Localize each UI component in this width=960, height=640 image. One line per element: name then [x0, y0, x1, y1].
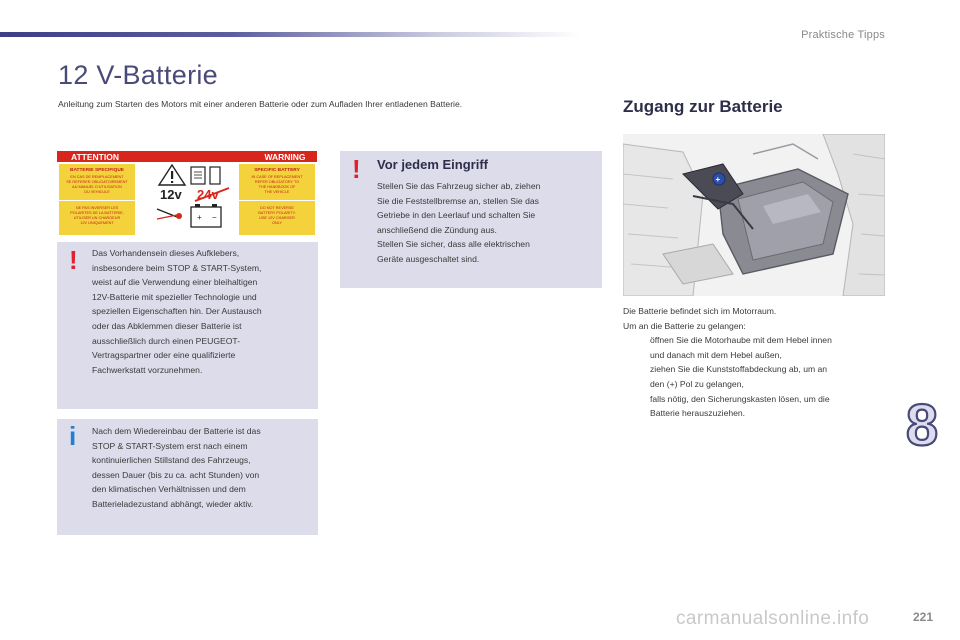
sticker-left-title: BATTERIE SPECIFIQUE: [69, 168, 125, 173]
text-line: ausschließlich durch einen PEUGEOT-: [92, 335, 241, 346]
engine-bay-image: [623, 134, 885, 296]
chapter-number: [898, 393, 946, 455]
text-line: Vertragspartner oder eine qualifizierte: [92, 350, 236, 361]
sticker-text: DU VEHICULE: [84, 190, 110, 194]
text-line: insbesondere beim STOP & START-System,: [92, 262, 262, 273]
header-bar: [0, 32, 580, 37]
battery-icon: [191, 204, 221, 227]
text-line: und danach mit dem Hebel außen,: [650, 349, 782, 360]
engine-bay-photo: [623, 134, 885, 296]
page-number: 221: [913, 610, 934, 624]
watermark: carmanualsonline.info: [676, 608, 870, 629]
sticker-text: AU MANUEL D'UTILISATION: [72, 185, 122, 189]
text-line: STOP & START-System erst nach einem: [92, 440, 248, 451]
list-item: [623, 392, 885, 421]
text-line: falls nötig, den Sicherungskasten lösen, um die: [650, 393, 830, 404]
text-line: Stellen Sie das Fahrzeug sicher ab, ziehen: [377, 181, 541, 191]
text-line: Das Vorhandensein dieses Aufklebers,: [92, 248, 240, 258]
text-line: Nach dem Wiedereinbau der Batterie ist das: [92, 426, 261, 436]
warning-text: [92, 246, 314, 377]
sticker-24v: 24v: [197, 187, 219, 202]
precaution-text: [377, 179, 597, 267]
text-line: Getriebe in den Leerlauf und schalten Sie: [377, 210, 536, 221]
text-line: Fachwerkstatt vorzunehmen.: [92, 364, 203, 375]
list-item: [623, 362, 885, 391]
battery-label-panel: [57, 151, 317, 237]
sticker-text: NE PAS INVERSER LES: [75, 206, 119, 210]
sticker-right-title: SPECIFIC BATTERY: [254, 168, 300, 173]
chapter-digit: 8: [905, 393, 939, 455]
text-line: den (+) Pol zu gelangen,: [650, 378, 744, 389]
text-line: oder das Abklemmen dieser Batterie ist: [92, 320, 242, 331]
battery-sticker-image: [57, 151, 317, 237]
exclamation-icon: !: [69, 245, 78, 275]
sticker-12v: 12v: [160, 187, 182, 202]
sticker-text: USE 12V CHARGER: [259, 216, 295, 220]
svg-text:+: +: [197, 213, 202, 222]
section-title: Praktische Tipps: [801, 29, 885, 41]
sticker-text: SE REFERER OBLIGATOIREMENT: [66, 180, 128, 184]
text-line: Batterieladezustand abhängt, wieder aktiv.: [92, 498, 254, 509]
sticker-text: EN CAS DE REMPLACEMENT: [70, 175, 124, 179]
access-intro: Um an die Batterie zu gelangen:: [623, 320, 746, 331]
svg-text:+: +: [715, 175, 721, 184]
precaution-note: [340, 151, 602, 288]
precaution-title: Vor jedem Eingriff: [377, 157, 488, 172]
sticker-text: BATTERY POLARITY.: [258, 211, 296, 215]
text-line: kontinuierlichen Stillstand des Fahrzeugs,: [92, 455, 251, 466]
sticker-text: UTILISER UN CHARGEUR: [73, 216, 121, 220]
sticker-text: POLARITES DE LA BATTERIE,: [70, 211, 124, 215]
access-intro: Die Batterie befindet sich im Motorraum.: [623, 306, 777, 316]
text-line: 12V-Batterie mit spezieller Technologie und: [92, 291, 257, 302]
sticker-left-header: ATTENTION: [70, 152, 120, 162]
sticker-text: THE VEHICLE: [264, 190, 290, 194]
text-line: Sie die Feststellbremse an, stellen Sie das: [377, 195, 539, 206]
svg-text:−: −: [212, 213, 217, 222]
warning-note: [57, 242, 318, 409]
sticker-right-header: WARNING: [264, 152, 306, 162]
page-subtitle: Anleitung zum Starten des Motors mit einer anderen Batterie oder zum Aufladen Ihrer entladenen Batterie.: [58, 99, 463, 109]
text-line: Geräte ausgeschaltet sind.: [377, 253, 480, 264]
list-item: [623, 333, 885, 362]
text-line: öffnen Sie die Motorhaube mit dem Hebel innen: [650, 335, 832, 346]
access-instructions: [623, 304, 885, 421]
exclamation-icon: !: [352, 154, 361, 184]
text-line: den klimatischen Verhältnissen und dem: [92, 484, 246, 495]
text-line: speziellen Eigenschaften hin. Der Austausch: [92, 306, 262, 317]
sticker-text: 12V UNIQUEMENT: [80, 221, 114, 225]
text-line: anschließend die Zündung aus.: [377, 224, 497, 235]
manual-icon: [191, 167, 205, 184]
info-text: [92, 424, 314, 512]
sticker-text: IN CASE OF REPLACEMENT: [251, 175, 303, 179]
no-glass-icon: [210, 167, 220, 184]
info-note: [57, 419, 318, 535]
text-line: weist auf die Verwendung einer bleihaltigen: [92, 277, 258, 288]
sticker-text: DO NOT REVERSE: [260, 206, 294, 210]
access-heading: Zugang zur Batterie: [623, 97, 783, 116]
sticker-text: REFER OBLIGATORY TO: [254, 180, 300, 184]
info-icon: i: [69, 421, 77, 451]
sticker-text: THE HANDBOOK OF: [258, 185, 296, 189]
text-line: Batterie herauszuziehen.: [650, 408, 746, 419]
text-line: ziehen Sie die Kunststoffabdeckung ab, um an: [650, 364, 828, 375]
page-title: 12 V-Batterie: [58, 60, 218, 90]
sticker-text: ONLY: [271, 221, 283, 225]
text-line: Stellen Sie sicher, dass alle elektrischen: [377, 239, 530, 250]
text-line: dessen Dauer (bis zu ca. acht Stunden) von: [92, 469, 260, 480]
